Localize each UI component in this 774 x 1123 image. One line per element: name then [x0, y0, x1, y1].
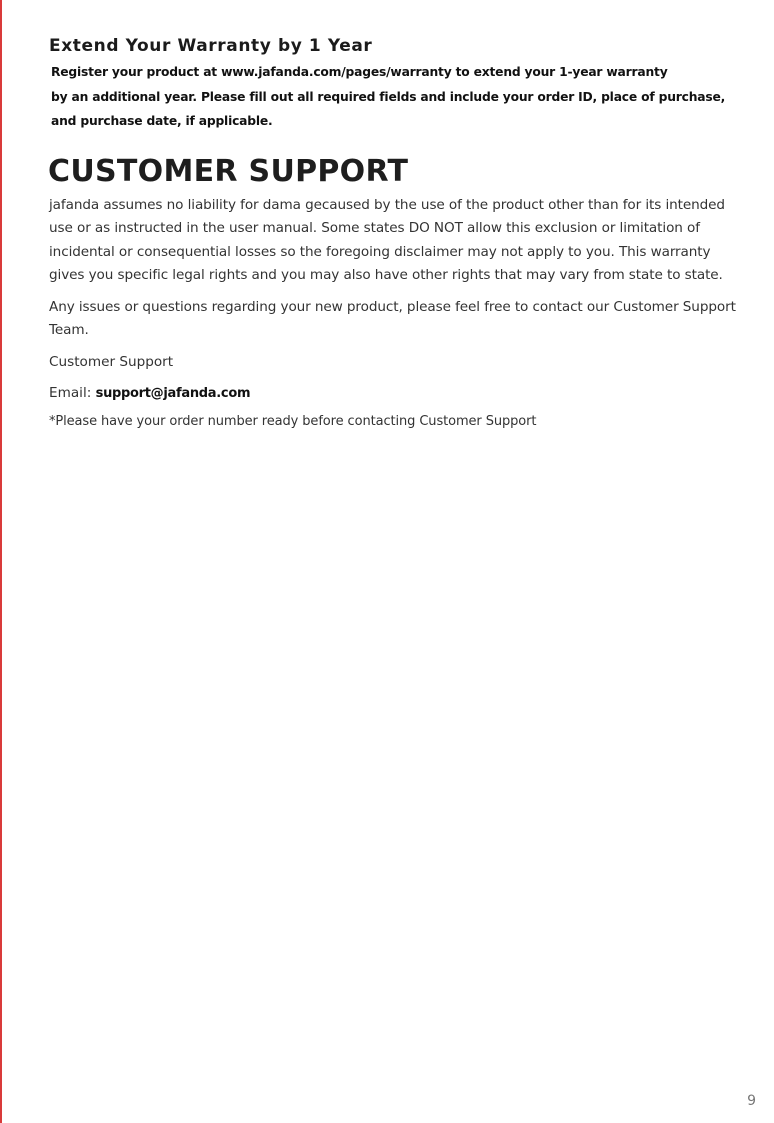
email-line — [49, 382, 749, 405]
liability-paragraph: jafanda assumes no liability for dama gecaused by the use of the product other than for its intended use or as instructed in the user manual. Some states DO NOT allow this exclusion or limitation of incidental or consequential losses so the foregoing disclaimer may not apply to you. This warranty gives you specific legal rights and you may also have other rights that may vary from state to state. — [49, 196, 725, 283]
warranty-line-2: by an additional year. Please fill out all required fields and include your order ID, place of purchase, — [51, 89, 726, 104]
page-edge-line — [0, 0, 2, 1123]
page-number: 9 — [747, 1093, 756, 1109]
warranty-title: Extend Your Warranty by 1 Year — [49, 36, 373, 56]
warranty-url[interactable]: www.jafanda.com — [221, 65, 342, 79]
customer-support-heading: CUSTOMER SUPPORT — [48, 153, 409, 189]
warranty-line-1-prefix: Register your product at — [51, 65, 222, 79]
warranty-line-3: and purchase date, if applicable. — [51, 114, 273, 128]
warranty-line-1 — [51, 60, 749, 85]
warranty-instructions — [51, 60, 749, 134]
document-page — [49, 34, 749, 433]
order-number-note: *Please have your order number ready before contacting Customer Support — [49, 413, 537, 429]
customer-support-label: Customer Support — [49, 353, 174, 370]
email-address-link[interactable]: support@jafanda.com — [95, 385, 251, 401]
contact-paragraph: Any issues or questions regarding your new product, please feel free to contact our Customer Support Team. — [49, 298, 736, 338]
warranty-line-1-suffix: /pages/warranty to extend your 1-year warranty — [341, 65, 668, 79]
email-label: Email: — [49, 384, 96, 401]
